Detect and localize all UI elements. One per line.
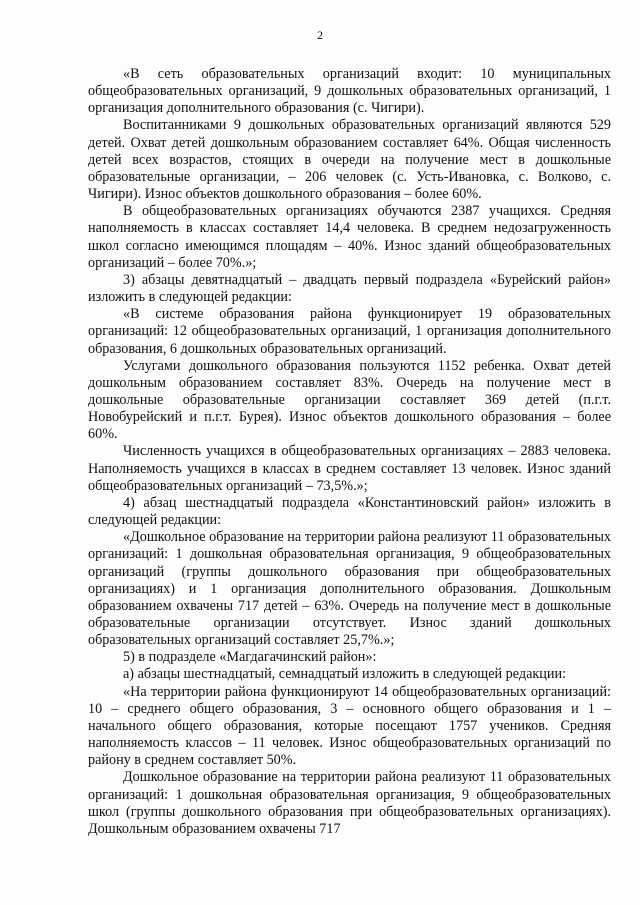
paragraph: 4) абзац шестнадцатый подраздела «Константиновский район» изложить в следующей редакции:: [88, 494, 611, 529]
paragraph: «В системе образования района функционирует 19 образовательных организаций: 12 общеобразовательных организаций, 1 организация дополнительного образования, 6 дошкольных образовательных организаций.: [88, 306, 611, 357]
paragraph: а) абзацы шестнадцатый, семнадцатый изложить в следующей редакции:: [123, 666, 566, 683]
paragraph: «В сеть образовательных организаций входит: 10 муниципальных общеобразовательных организаций, 9 дошкольных образовательных организаций, 1 организация дополнительного образования (с. Чигири).: [88, 66, 611, 117]
paragraph: Услугами дошкольного образования пользуются 1152 ребенка. Охват детей дошкольным образованием составляет 83%. Очередь на получение мест в дошкольные образовательные организации составляет 369 детей (п.г.т. Новобурейский и п.г.т. Бурея). Износ объектов дошкольного образования – более 60%.: [88, 357, 611, 443]
paragraph: Численность учащихся в общеобразовательных организациях – 2883 человека. Наполняемость учащихся в классах в среднем составляет 13 человек. Износ зданий общеобразовательных организаций – 73,5%.»;: [88, 443, 611, 494]
paragraph: Дошкольное образование на территории района реализуют 11 образовательных организаций: 1 дошкольная образовательная организация, 9 общеобразовательных школ (группы дошкольного образования при общеобразовательных организациях). Дошкольным образованием охвачены 717: [88, 769, 611, 837]
page-number: 2: [317, 28, 323, 42]
paragraph: В общеобразовательных организациях обучаются 2387 учащихся. Средняя наполняемость в классах составляет 14,4 человека. В среднем недозагруженность школ согласно имеющимся площадям – 40%. Износ зданий общеобразовательных организаций – более 70%.»;: [88, 203, 611, 271]
paragraph: 5) в подразделе «Магдагачинский район»:: [123, 649, 377, 666]
paragraph: «На территории района функционируют 14 общеобразовательных организаций: 10 – среднего общего образования, 3 – основного общего образования и 1 – начального общего образования, которые посещают 1757 учеников. Средняя наполняемость классов – 11 человек. Износ общеобразовательных организаций по району в среднем составляет 50%.: [88, 683, 611, 769]
document-body: [88, 66, 611, 838]
paragraph: 3) абзацы девятнадцатый – двадцать первый подраздела «Бурейский район» изложить в следующей редакции:: [88, 271, 611, 306]
paragraph: «Дошкольное образование на территории района реализуют 11 образовательных организаций: 1 дошкольная образовательная организация, 9 общеобразовательных организаций (группы дошкольного образования при общеобразовательных организациях) и 1 организация дополнительного образования. Дошкольным образованием охвачены 717 детей – 63%. Очередь на получение мест в дошкольные образовательные организации отсутствует. Износ зданий дошкольных образовательных организаций составляет 25,7%.»;: [88, 529, 611, 649]
paragraph: Воспитанниками 9 дошкольных образовательных организаций являются 529 детей. Охват детей дошкольным образованием составляет 64%. Общая численность детей всех возрастов, стоящих в очереди на получение мест в дошкольные образовательные организации, – 206 человек (с. Усть-Ивановка, с. Волково, с. Чигири). Износ объектов дошкольного образования – более 60%.: [88, 117, 611, 203]
